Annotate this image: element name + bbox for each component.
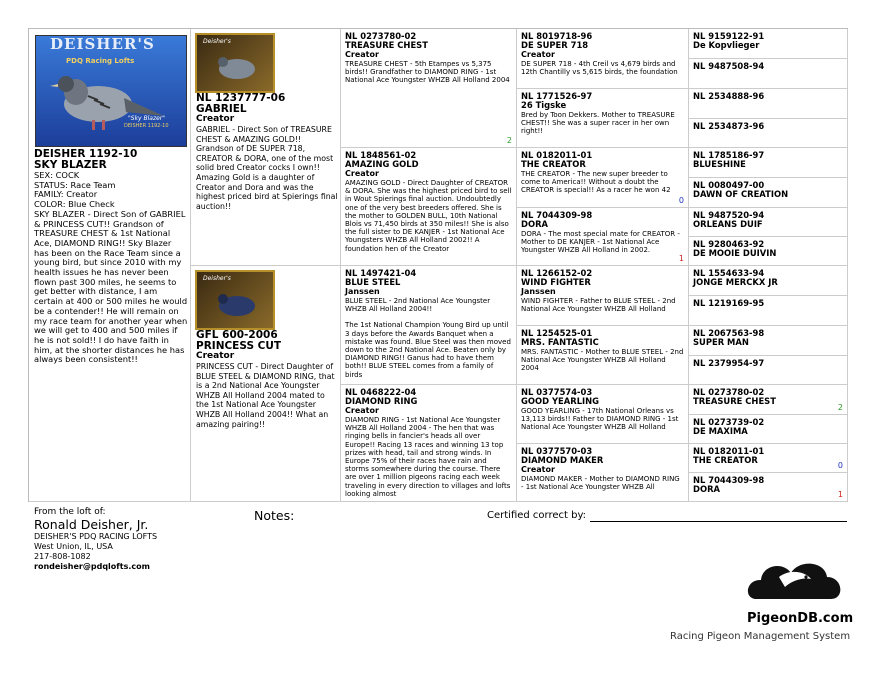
gen5-id: NL 2067563-98 bbox=[693, 328, 765, 338]
gen4-id: NL 0377570-03 bbox=[521, 446, 593, 456]
gen4-cell-8 bbox=[517, 444, 689, 502]
gen5-id: NL 2534888-96 bbox=[693, 91, 765, 101]
gen5-id: NL 7044309-98 bbox=[693, 475, 765, 485]
subject-name: SKY BLAZER bbox=[34, 159, 107, 171]
gen5-cell-5 bbox=[689, 148, 848, 178]
notes-label: Notes: bbox=[254, 508, 295, 523]
gen4-name: DE SUPER 718 bbox=[521, 40, 589, 50]
gen3-cell-2 bbox=[341, 148, 517, 266]
subject-family: FAMILY: Creator bbox=[34, 189, 98, 200]
gen4-description: GOOD YEARLING - 17th National Orleans vs 13,113 birds!! Father to DIAMOND RING - 1st National Ace Youngster WHZB All Holland bbox=[521, 407, 679, 432]
pigeondb-logo-icon bbox=[745, 553, 849, 609]
brand-name: PigeonDB.com bbox=[747, 611, 854, 626]
gen4-description: WIND FIGHTER - Father to BLUE STEEL - 2nd National Ace Youngster WHZB All Holland bbox=[521, 297, 676, 314]
gen3-marker: 2 bbox=[506, 135, 512, 145]
gen5-cell-14 bbox=[689, 415, 848, 444]
gen5-name: BLUESHINE bbox=[693, 159, 746, 169]
gen5-cell-2 bbox=[689, 59, 848, 89]
gen4-cell-7 bbox=[517, 385, 689, 444]
gen4-description: DIAMOND MAKER - Mother to DIAMOND RING - 1st National Ace Youngster WHZB All bbox=[521, 475, 680, 492]
gen5-name: DAWN OF CREATION bbox=[693, 189, 789, 199]
gen4-description: DORA - The most special mate for CREATOR - Mother to DE KANJER - 1st National Ace Youngster WHZB All Holland in 2002. bbox=[521, 230, 680, 255]
gen4-cell-5 bbox=[517, 266, 689, 326]
gen4-cell-4 bbox=[517, 208, 689, 266]
gen3-name: TREASURE CHEST bbox=[345, 40, 428, 50]
gen3-id: NL 1497421-04 bbox=[345, 268, 417, 278]
gen3-description: TREASURE CHEST - 5th Etampes vs 5,375 birds!! Grandfather to DIAMOND RING - 1st National Ace Youngster WHZB All Holland 2004 bbox=[345, 60, 510, 85]
gen3-name: BLUE STEEL bbox=[345, 277, 401, 287]
gen5-name: TREASURE CHEST bbox=[693, 396, 776, 406]
gen4-cell-1 bbox=[517, 29, 689, 89]
subject-color: COLOR: Blue Check bbox=[34, 199, 115, 210]
gen5-id: NL 9487520-94 bbox=[693, 210, 765, 220]
gen5-marker: 0 bbox=[837, 460, 843, 470]
gen5-cell-13 bbox=[689, 385, 848, 415]
gen4-id: NL 1771526-97 bbox=[521, 91, 593, 101]
gen4-name: THE CREATOR bbox=[521, 159, 586, 169]
gen4-id: NL 0377574-03 bbox=[521, 387, 593, 397]
gen5-name: DORA bbox=[693, 484, 721, 494]
gen3-description: AMAZING GOLD - Direct Daughter of CREATOR & DORA. She was the highest priced bird to sell in Wout Spierings final auction. Undoubtedly one of the very best breeders offered. She is the mother to GOLDEN BULL, 10th National Blois vs 71,450 birds at 350 miles!! She is also the full sister to DE KANJER - 1st National Ace Youngsters WHZB All Holland 2002!! A foundation hen of the Creator bbox=[345, 179, 512, 253]
subject-sex: SEX: COCK bbox=[34, 170, 80, 180]
loft-phone: 217-808-1082 bbox=[34, 552, 91, 561]
gen5-marker: 2 bbox=[837, 402, 843, 412]
gen5-cell-4 bbox=[689, 119, 848, 148]
gen5-id: NL 0080497-00 bbox=[693, 180, 765, 190]
gen3-name: DIAMOND RING bbox=[345, 396, 418, 406]
gen5-marker: 1 bbox=[837, 489, 843, 499]
gen4-id: NL 7044309-98 bbox=[521, 210, 593, 220]
gen5-name: SUPER MAN bbox=[693, 337, 749, 347]
gen3-id: NL 1848561-02 bbox=[345, 150, 417, 160]
gen3-cell-1 bbox=[341, 29, 517, 148]
gen4-id: NL 1266152-02 bbox=[521, 268, 593, 278]
gen4-id: NL 1254525-01 bbox=[521, 328, 593, 338]
gen5-id: NL 1219169-95 bbox=[693, 298, 765, 308]
gen4-class: Creator bbox=[521, 50, 555, 59]
subject-logo-photo bbox=[35, 35, 187, 147]
gen4-class: Janssen bbox=[521, 287, 556, 296]
gen5-cell-15 bbox=[689, 444, 848, 473]
dam-photo bbox=[195, 270, 275, 330]
gen4-cell-2 bbox=[517, 89, 689, 148]
gen5-cell-9 bbox=[689, 266, 848, 296]
gen5-id: NL 9487508-94 bbox=[693, 61, 765, 71]
gen4-cell-3 bbox=[517, 148, 689, 208]
dam-photo-caption: Deisher's bbox=[203, 275, 231, 282]
owner-name: Ronald Deisher, Jr. bbox=[34, 517, 149, 532]
sire-photo bbox=[195, 33, 275, 93]
gen3-description: BLUE STEEL - 2nd National Ace Youngster WHZB All Holland 2004!! bbox=[345, 297, 491, 314]
gen5-id: NL 9280463-92 bbox=[693, 239, 765, 249]
gen4-name: DORA bbox=[521, 219, 549, 229]
gen5-name: De Kopvlieger bbox=[693, 40, 760, 50]
brand-tagline: Racing Pigeon Management System bbox=[670, 631, 851, 642]
subject-cell bbox=[29, 29, 191, 502]
loft-info bbox=[34, 507, 234, 572]
gen5-id: NL 1554633-94 bbox=[693, 268, 765, 278]
gen5-id: NL 0182011-01 bbox=[693, 446, 765, 456]
sire-name: GABRIEL bbox=[196, 103, 247, 115]
gen5-id: NL 9159122-91 bbox=[693, 31, 765, 41]
gen3-name: AMAZING GOLD bbox=[345, 159, 419, 169]
logo-caption-id: DEISHER 1192-10 bbox=[124, 123, 169, 129]
gen3-cell-3 bbox=[341, 266, 517, 385]
gen4-name: GOOD YEARLING bbox=[521, 396, 600, 406]
gen3-id: NL 0468222-04 bbox=[345, 387, 417, 397]
gen5-name: JONGE MERCKX JR bbox=[693, 277, 778, 287]
gen5-id: NL 0273780-02 bbox=[693, 387, 765, 397]
pedigree-chart bbox=[28, 28, 848, 502]
gen5-cell-1 bbox=[689, 29, 848, 59]
gen4-description: DE SUPER 718 - 4th Creil vs 4,679 birds and 12th Chantilly vs 5,615 birds, the foundation bbox=[521, 60, 678, 77]
gen4-id: NL 0182011-01 bbox=[521, 150, 593, 160]
gen4-name: 26 Tigske bbox=[521, 100, 567, 110]
gen4-name: MRS. FANTASTIC bbox=[521, 337, 599, 347]
gen5-cell-11 bbox=[689, 326, 848, 356]
certified-label: Certified correct by: bbox=[487, 510, 587, 521]
gen5-id: NL 1785186-97 bbox=[693, 150, 765, 160]
gen5-cell-8 bbox=[689, 237, 848, 266]
dam-cell bbox=[191, 266, 341, 502]
gen3-description-extra: The 1st National Champion Young Bird up until 3 days before the Awards Banquet when a mistake was found. Blue Steel was then moved down to the 2nd National Ace. Beaten only by DIAMOND RING!! Ganus had to have them both!! BLUE STEEL comes from a family of birds bbox=[345, 321, 511, 379]
loft-email: rondeisher@pdqlofts.com bbox=[34, 562, 150, 571]
gen5-cell-10 bbox=[689, 296, 848, 326]
sire-description: GABRIEL - Direct Son of TREASURE CHEST & AMAZING GOLD!! Grandson of DE SUPER 718, CREATOR & DORA, one of the most solid bred Creator cocks I own!! Amazing Gold is a daughter of Creator and Dora and was the highest priced bird at Spierings final auction!! bbox=[196, 125, 338, 211]
gen5-name: DE MAXIMA bbox=[693, 426, 748, 436]
gen3-cell-4 bbox=[341, 385, 517, 502]
subject-description: SKY BLAZER - Direct Son of GABRIEL & PRINCESS CUT!! Grandson of TREASURE CHEST & 1st National Ace, DIAMOND RING!! Sky Blazer has been on the Race Team since a young bird, but since 2010 with my health issues he has never been flown past 300 miles, he seems to get better with distance, I am certain at 400 or 500 miles he would be a contender!! He will remain on my race team for another year when we will get to 400 and 500 miles if he is not sold!! I do have faith in him, at the shorter distances he has always been consistent!! bbox=[34, 208, 188, 365]
gen4-name: DIAMOND MAKER bbox=[521, 455, 604, 465]
gen5-cell-7 bbox=[689, 208, 848, 237]
gen5-name: THE CREATOR bbox=[693, 455, 758, 465]
dam-name: PRINCESS CUT bbox=[196, 340, 282, 352]
certified-signature-line[interactable] bbox=[590, 521, 847, 522]
gen4-marker: 0 bbox=[678, 195, 684, 205]
from-label: From the loft of: bbox=[34, 507, 106, 517]
gen3-class: Janssen bbox=[345, 287, 380, 296]
gen4-description: MRS. FANTASTIC - Mother to BLUE STEEL - 2nd National Ace Youngster WHZB All Holland 2004 bbox=[521, 348, 684, 373]
dam-id: GFL 600-2006 bbox=[196, 329, 278, 341]
gen4-name: WIND FIGHTER bbox=[521, 277, 591, 287]
gen5-id: NL 0273739-02 bbox=[693, 417, 765, 427]
sire-class: Creator bbox=[196, 114, 235, 124]
gen4-description: Bred by Toon Dekkers. Mother to TREASURE CHEST!! She was a super racer in her own right!! bbox=[521, 111, 675, 136]
gen5-id: NL 2534873-96 bbox=[693, 121, 765, 131]
gen5-id: NL 2379954-97 bbox=[693, 358, 765, 368]
gen5-cell-16 bbox=[689, 473, 848, 502]
sire-id: NL 1237777-06 bbox=[196, 92, 286, 104]
gen4-class: Creator bbox=[521, 465, 555, 474]
logo-caption: "Sky Blazer" bbox=[128, 115, 166, 122]
subject-status: STATUS: Race Team bbox=[34, 179, 116, 190]
sire-photo-caption: Deisher's bbox=[203, 38, 231, 45]
gen4-marker: 1 bbox=[678, 253, 684, 263]
dam-description: PRINCESS CUT - Direct Daughter of BLUE STEEL & DIAMOND RING, that is a 2nd National Ace Youngster WHZB All Holland 2004 mated to the 1st National Ace Youngster WHZB All Holland 2004!! What an amazing pairing!! bbox=[196, 362, 335, 429]
sire-cell bbox=[191, 29, 341, 266]
gen5-name: ORLEANS DUIF bbox=[693, 219, 763, 229]
loft-city: West Union, IL, USA bbox=[34, 542, 113, 551]
dam-class: Creator bbox=[196, 351, 235, 361]
logo-title: DEISHER'S bbox=[50, 35, 155, 53]
gen5-name: DE MOOIE DUIVIN bbox=[693, 248, 777, 258]
logo-subtitle: PDQ Racing Lofts bbox=[66, 57, 135, 65]
gen5-cell-3 bbox=[689, 89, 848, 119]
gen3-id: NL 0273780-02 bbox=[345, 31, 417, 41]
gen5-cell-6 bbox=[689, 178, 848, 208]
gen4-description: THE CREATOR - The new super breeder to come to America!! Without a doubt the CREATOR is special!! As a racer he won 42 bbox=[521, 170, 671, 195]
gen3-class: Creator bbox=[345, 169, 379, 178]
gen3-description: DIAMOND RING - 1st National Ace Youngster WHZB All Holland 2004 - The hen that was ringing bells in fancier's heads all over Europe!! Racing 13 races and winning 13 top prizes with head, tail and strong winds. In Europe 75% of their races have rain and storms somewhere during the course. There are over 1 million pigeons racing each week traveling in every direction to villages and lofts looking almost bbox=[345, 416, 511, 498]
gen4-id: NL 8019718-96 bbox=[521, 31, 593, 41]
gen5-cell-12 bbox=[689, 356, 848, 385]
subject-id: DEISHER 1192-10 bbox=[34, 148, 138, 160]
gen4-cell-6 bbox=[517, 326, 689, 385]
gen3-class: Creator bbox=[345, 50, 379, 59]
loft-name: DEISHER'S PDQ RACING LOFTS bbox=[34, 532, 158, 541]
gen3-class: Creator bbox=[345, 406, 379, 415]
